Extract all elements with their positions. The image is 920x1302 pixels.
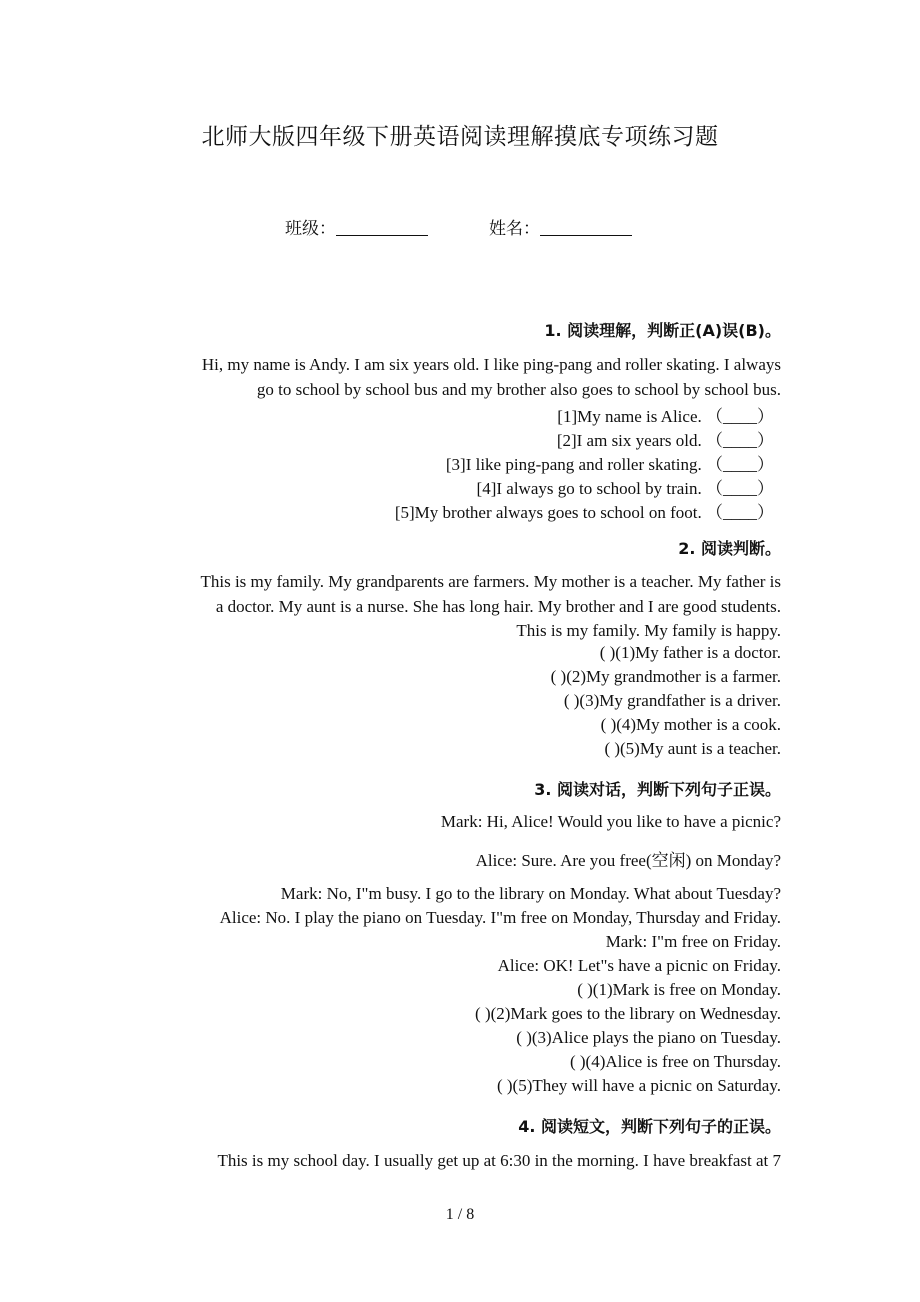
class-field <box>285 214 428 239</box>
section-1-heading: 1. 阅读理解，判断正(A)误(B)。 <box>544 321 781 340</box>
page-title: 北师大版四年级下册英语阅读理解摸底专项练习题 <box>201 124 719 150</box>
section-2-item: ( )(5)My aunt is a teacher. <box>604 739 781 758</box>
section-3-heading: 3. 阅读对话，判断下列句子正误。 <box>534 780 781 799</box>
page-number: 1 / 8 <box>445 1206 475 1223</box>
section-2-item: ( )(2)My grandmother is a farmer. <box>550 667 781 686</box>
section-3-dialogue-line: Mark: I"m free on Friday. <box>605 932 781 951</box>
section-1-item: [3]I like ping-pang and roller skating. （____） <box>445 455 774 474</box>
section-2-paragraph-line: a doctor. My aunt is a nurse. She has long hair. My brother and I are good students. <box>215 597 781 616</box>
section-4-heading: 4. 阅读短文，判断下列句子的正误。 <box>518 1117 781 1136</box>
section-2-paragraph-line: This is my family. My grandparents are farmers. My mother is a teacher. My father is <box>200 572 781 591</box>
section-1-item: [1]My name is Alice. （____） <box>557 407 774 426</box>
section-1-paragraph-line: Hi, my name is Andy. I am six years old. I like ping-pang and roller skating. I always <box>201 355 781 374</box>
section-3-item: ( )(3)Alice plays the piano on Tuesday. <box>516 1028 781 1047</box>
section-3-dialogue-line: Mark: No, I"m busy. I go to the library on Monday. What about Tuesday? <box>280 884 781 903</box>
section-2-heading: 2. 阅读判断。 <box>678 539 781 558</box>
name-blank[interactable] <box>540 219 632 236</box>
section-1-item: [4]I always go to school by train. （____） <box>476 479 774 498</box>
section-3-dialogue-line: Alice: OK! Let"s have a picnic on Friday. <box>497 956 781 975</box>
section-1-item: [5]My brother always goes to school on foot. （____） <box>394 503 774 522</box>
section-4-paragraph-line: This is my school day. I usually get up at 6:30 in the morning. I have breakfast at 7 <box>217 1151 781 1170</box>
name-label: 姓名： <box>489 219 540 239</box>
class-blank[interactable] <box>336 219 428 236</box>
section-3-item: ( )(5)They will have a picnic on Saturday. <box>496 1076 781 1095</box>
section-2-item: ( )(1)My father is a doctor. <box>599 643 781 662</box>
section-3-item: ( )(2)Mark goes to the library on Wednesday. <box>475 1004 781 1023</box>
section-2-item: ( )(4)My mother is a cook. <box>600 715 781 734</box>
class-label: 班级： <box>285 219 336 239</box>
section-1-paragraph-line: go to school by school bus and my brother also goes to school by school bus. <box>256 380 781 399</box>
section-1-item: [2]I am six years old. （____） <box>556 431 774 450</box>
section-3-dialogue-line: Alice: No. I play the piano on Tuesday. I"m free on Monday, Thursday and Friday. <box>219 908 781 927</box>
section-3-item: ( )(1)Mark is free on Monday. <box>577 980 781 999</box>
section-3-dialogue-line: Mark: Hi, Alice! Would you like to have a picnic? <box>440 812 781 831</box>
section-3-item: ( )(4)Alice is free on Thursday. <box>569 1052 781 1071</box>
section-2-paragraph-line: This is my family. My family is happy. <box>516 621 781 640</box>
name-field <box>489 214 632 239</box>
section-3-dialogue-line: Alice: Sure. Are you free(空闲) on Monday? <box>475 851 781 870</box>
section-2-item: ( )(3)My grandfather is a driver. <box>563 691 781 710</box>
